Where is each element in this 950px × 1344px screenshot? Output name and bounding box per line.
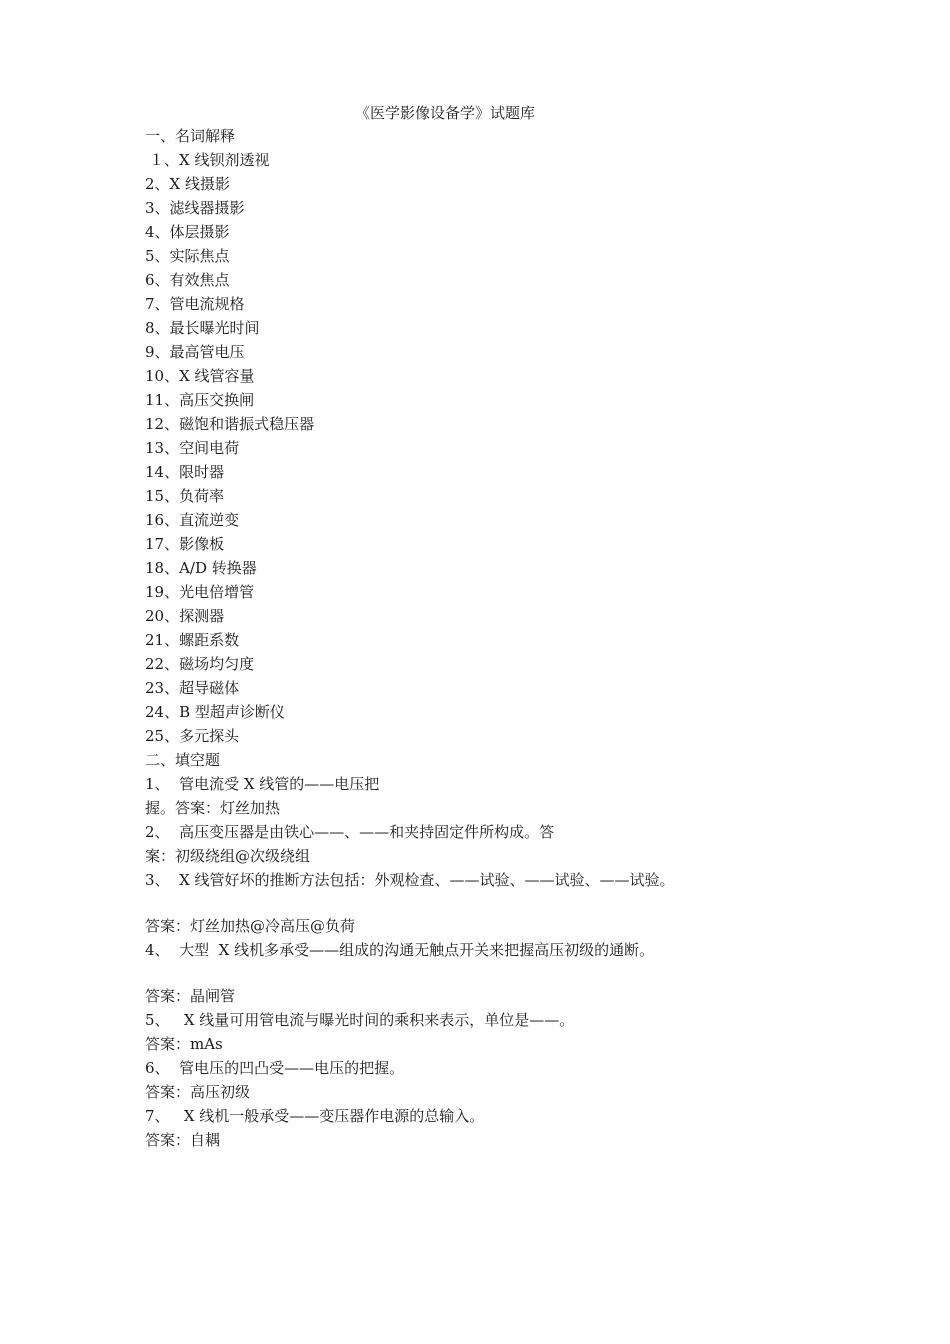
question-4: 4、 大型 X 线机多承受——组成的沟通无触点开关来把握高压初级的通断。 bbox=[145, 941, 655, 959]
question-5-answer: 答案：mAs bbox=[145, 1035, 223, 1053]
list-item: 8、最长曝光时间 bbox=[145, 319, 260, 337]
list-item: 15、负荷率 bbox=[145, 487, 225, 505]
list-item: 14、限时器 bbox=[145, 463, 225, 481]
document-title: 《医学影像设备学》试题库 bbox=[354, 104, 535, 122]
blank-line bbox=[145, 962, 785, 984]
list-item: 11、高压交换闸 bbox=[145, 391, 255, 409]
question-1-answer: 握。答案：灯丝加热 bbox=[145, 799, 281, 817]
question-2-answer: 案：初级绕组@次级绕组 bbox=[145, 847, 311, 865]
blank-line bbox=[145, 892, 785, 914]
list-item: 18、A/D 转换器 bbox=[145, 559, 257, 577]
question-6-answer: 答案：高压初级 bbox=[145, 1083, 251, 1101]
question-4-answer: 答案：晶闸管 bbox=[145, 987, 236, 1005]
list-item: 7、管电流规格 bbox=[145, 295, 245, 313]
list-item: 22、磁场均匀度 bbox=[145, 655, 255, 673]
section-heading-terms: 一、名词解释 bbox=[145, 127, 236, 145]
question-6: 6、 管电压的凹凸受——电压的把握。 bbox=[145, 1059, 405, 1077]
list-item: 9、最高管电压 bbox=[145, 343, 245, 361]
question-7: 7、 X 线机一般承受——变压器作电源的总输入。 bbox=[145, 1107, 485, 1125]
list-item: 24、B 型超声诊断仪 bbox=[145, 703, 285, 721]
list-item: 20、探测器 bbox=[145, 607, 225, 625]
list-item: 5、实际焦点 bbox=[145, 247, 230, 265]
list-item: 3、滤线器摄影 bbox=[145, 199, 245, 217]
question-2: 2、 高压变压器是由铁心——、——和夹持固定件所构成。答 bbox=[145, 823, 555, 841]
question-3-answer: 答案：灯丝加热@冷高压@负荷 bbox=[145, 917, 356, 935]
list-item: 19、光电倍增管 bbox=[145, 583, 255, 601]
list-item: 23、超导磁体 bbox=[145, 679, 240, 697]
question-5: 5、 X 线量可用管电流与曝光时间的乘积来表示，单位是——。 bbox=[145, 1011, 575, 1029]
list-item: 12、磁饱和谐振式稳压器 bbox=[145, 415, 315, 433]
list-item: １、X 线钡剂透视 bbox=[149, 151, 270, 169]
section-heading-fill-blank: 二、填空题 bbox=[145, 751, 221, 769]
question-3: 3、 X 线管好坏的推断方法包括：外观检查、——试验、——试验、——试验。 bbox=[145, 871, 675, 889]
list-item: 17、影像板 bbox=[145, 535, 225, 553]
list-item: 13、空间电荷 bbox=[145, 439, 240, 457]
question-7-answer: 答案：自耦 bbox=[145, 1131, 221, 1149]
list-item: 25、多元探头 bbox=[145, 727, 240, 745]
list-item: 4、体层摄影 bbox=[145, 223, 230, 241]
list-item: 16、直流逆变 bbox=[145, 511, 240, 529]
document-body bbox=[145, 124, 785, 1152]
question-1: 1、 管电流受 X 线管的——电压把 bbox=[145, 775, 380, 793]
list-item: 10、X 线管容量 bbox=[145, 367, 255, 385]
list-item: 2、X 线摄影 bbox=[145, 175, 230, 193]
list-item: 6、有效焦点 bbox=[145, 271, 230, 289]
list-item: 21、螺距系数 bbox=[145, 631, 240, 649]
